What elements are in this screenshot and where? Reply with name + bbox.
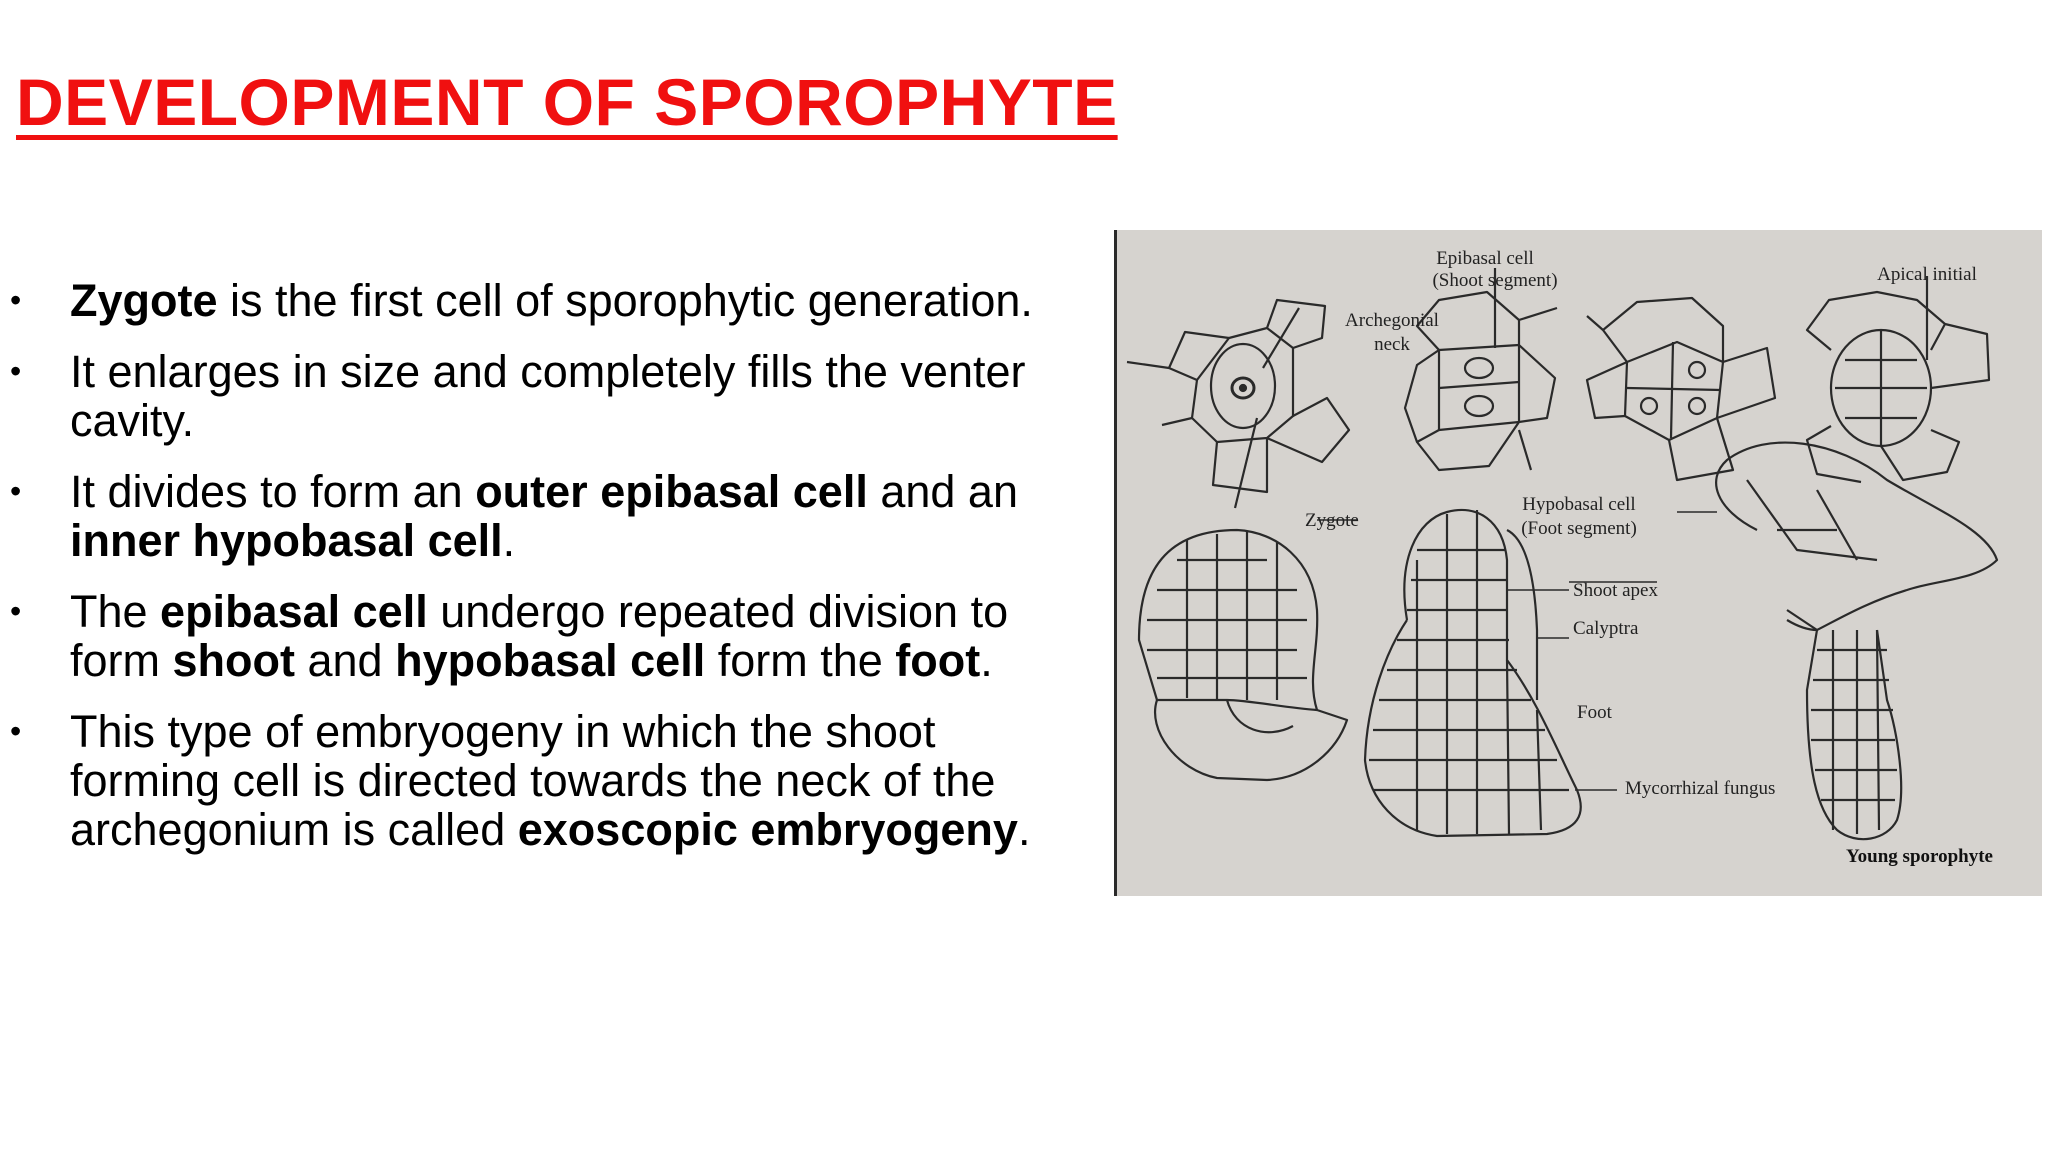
bullet-text: . — [1017, 804, 1031, 855]
stage-embryo-mass — [1139, 530, 1347, 780]
bullet-list — [0, 276, 1080, 876]
label-neck: neck — [1374, 334, 1410, 355]
bullet-text: and an — [867, 466, 1018, 517]
bullet-text: . — [980, 635, 993, 686]
bullet-emphasis: shoot — [172, 635, 295, 686]
bullet-text: It divides to form an — [70, 466, 476, 517]
bullet-emphasis: inner hypobasal cell — [70, 515, 503, 566]
bullet-text: and — [295, 635, 396, 686]
bullet-item — [0, 276, 1080, 325]
bullet-emphasis: foot — [895, 635, 981, 686]
label-hypobasal-cell: Hypobasal cell — [1522, 494, 1636, 515]
bullet-dot-icon: • — [10, 353, 22, 389]
bullet-item — [0, 587, 1080, 685]
bullet-emphasis: outer epibasal cell — [475, 466, 868, 517]
bullet-dot-icon: • — [10, 282, 22, 318]
label-young-sporophyte: Young sporophyte — [1846, 846, 1993, 867]
stage-shoot-foot — [1365, 510, 1581, 836]
slide-title: DEVELOPMENT OF SPOROPHYTE — [16, 65, 1118, 139]
label-zygote: Zygote — [1305, 510, 1359, 531]
bullet-item — [0, 707, 1080, 854]
bullet-dot-icon: • — [10, 713, 22, 749]
bullet-emphasis: Zygote — [70, 275, 218, 326]
stage-quadrants — [1587, 298, 1775, 480]
bullet-emphasis: epibasal cell — [160, 586, 428, 637]
label-calyptra: Calyptra — [1573, 618, 1639, 639]
sporophyte-development-figure — [1114, 230, 2042, 896]
bullet-text: is the first cell of sporophytic generation. — [217, 275, 1033, 326]
bullet-text: form the — [705, 635, 896, 686]
figure-drawing — [1117, 230, 2042, 896]
label-shoot-apex: Shoot apex — [1573, 580, 1658, 601]
bullet-item — [0, 347, 1080, 445]
label-archegonial: Archegonial — [1345, 310, 1439, 331]
label-epibasal-cell: Epibasal cell — [1436, 248, 1534, 269]
label-mycorrhizal-fungus: Mycorrhizal fungus — [1625, 778, 1776, 799]
stage-first-division — [1405, 268, 1557, 470]
stage-zygote — [1127, 300, 1349, 508]
bullet-text: This type of embryogeny in which the shoot forming cell is directed towards the neck of the archegonium is called — [70, 706, 996, 855]
label-apical-initial: Apical initial — [1877, 264, 1977, 285]
bullet-text: It enlarges in size and completely fills the venter cavity. — [70, 346, 1026, 446]
bullet-dot-icon: • — [10, 593, 22, 629]
bullet-item — [0, 467, 1080, 565]
label-shoot-segment: (Shoot segment) — [1432, 270, 1558, 291]
bullet-emphasis: hypobasal cell — [395, 635, 706, 686]
label-foot: Foot — [1577, 702, 1612, 723]
bullet-text: . — [502, 515, 516, 566]
bullet-text: undergo repeated division to form — [70, 586, 1009, 686]
bullet-dot-icon: • — [10, 473, 22, 509]
bullet-text: The — [70, 586, 161, 637]
label-foot-segment: (Foot segment) — [1521, 518, 1637, 539]
bullet-emphasis: exoscopic embryogeny — [517, 804, 1018, 855]
